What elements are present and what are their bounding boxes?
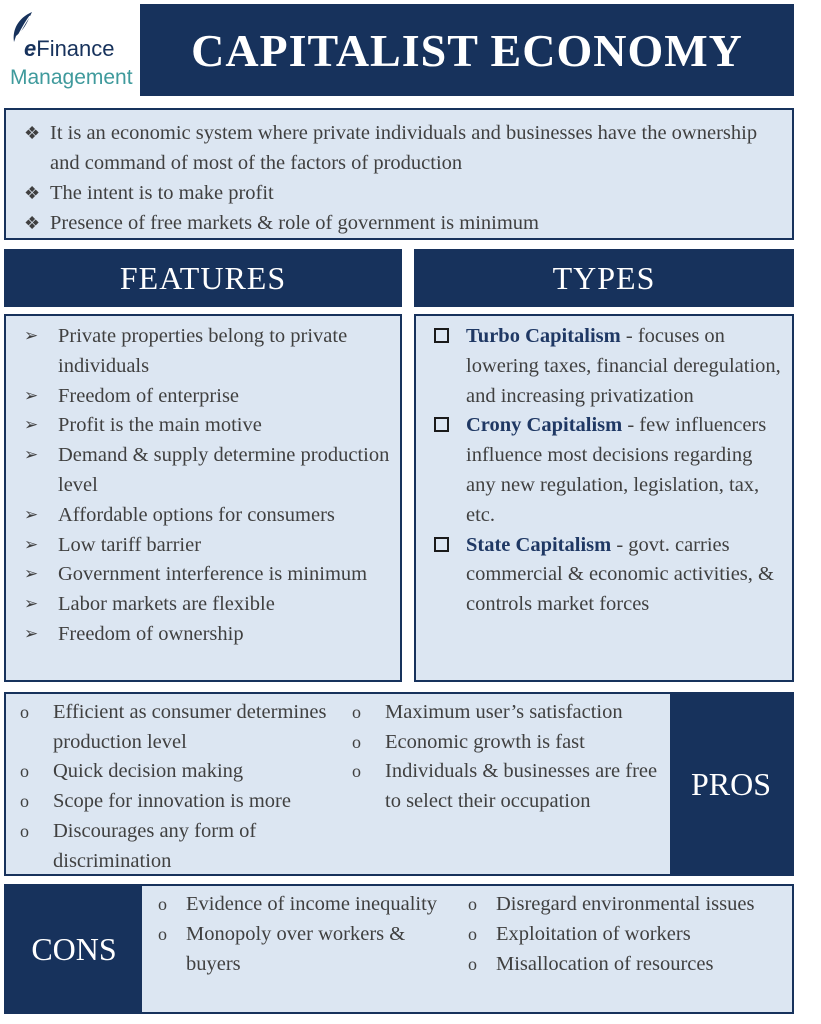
- circle-bullet-icon: o: [158, 923, 167, 944]
- circle-bullet-icon: o: [468, 894, 477, 914]
- types-heading: TYPES: [414, 249, 794, 307]
- pros-item: o Discourages any form of discrimination: [16, 817, 356, 876]
- type-item: [432, 531, 786, 620]
- intro-item: ❖ It is an economic system where private individuals and businesses have the ownership and command of most of the factors of production: [24, 118, 782, 178]
- circle-bullet-icon: o: [158, 894, 167, 914]
- type-desc: - few influencers influence most decisions regarding any new regulation, legislation, tax, etc.: [466, 414, 767, 526]
- feature-item: ➢ Government interference is minimum: [24, 560, 394, 590]
- circle-bullet-icon: o: [468, 953, 477, 974]
- diamond-bullet-icon: ❖: [24, 123, 41, 143]
- pros-label: PROS: [670, 694, 792, 874]
- cons-item: o Misallocation of resources: [468, 950, 788, 980]
- intro-panel: [4, 108, 794, 240]
- page-title: CAPITALIST ECONOMY: [191, 24, 743, 76]
- type-name: Crony Capitalism: [466, 414, 623, 437]
- circle-bullet-icon: o: [20, 702, 29, 722]
- type-item: [432, 322, 786, 411]
- pros-column-right: [348, 698, 668, 817]
- intro-list: [24, 118, 782, 238]
- type-name: State Capitalism: [466, 533, 612, 556]
- checkbox-bullet-icon: [434, 328, 449, 343]
- feature-item: ➢ Demand & supply determine production level: [24, 441, 394, 501]
- pros-item: o Efficient as consumer determines production level: [16, 698, 356, 757]
- cons-item: o Disregard environmental issues: [468, 890, 788, 920]
- pros-item: o Individuals & businesses are free to select their occupation: [348, 757, 668, 816]
- type-desc: - govt. carries commercial & economic activities, & controls market forces: [466, 533, 774, 616]
- circle-bullet-icon: o: [20, 761, 29, 782]
- arrow-bullet-icon: ➢: [24, 623, 39, 644]
- circle-bullet-icon: o: [352, 761, 361, 782]
- pros-item: o Maximum user’s satisfaction: [348, 698, 668, 728]
- pros-item: o Quick decision making: [16, 757, 356, 787]
- cons-label: CONS: [6, 886, 142, 1012]
- arrow-bullet-icon: ➢: [24, 504, 39, 525]
- arrow-bullet-icon: ➢: [24, 534, 39, 555]
- logo-line1: eFinance: [24, 36, 115, 61]
- cons-item: o Evidence of income inequality: [158, 890, 458, 920]
- feature-item: ➢ Private properties belong to private individuals: [24, 322, 394, 382]
- arrow-bullet-icon: ➢: [24, 564, 39, 585]
- checkbox-bullet-icon: [434, 417, 449, 432]
- types-panel: [414, 314, 794, 682]
- cons-column-right: [468, 890, 788, 979]
- cons-item: o Monopoly over workers & buyers: [158, 920, 458, 980]
- pros-item: o Scope for innovation is more: [16, 787, 356, 817]
- cons-item: o Exploitation of workers: [468, 920, 788, 950]
- arrow-bullet-icon: ➢: [24, 415, 39, 436]
- features-list: [24, 322, 394, 650]
- type-name: Turbo Capitalism: [466, 325, 621, 347]
- cons-column-left: [158, 890, 458, 979]
- intro-item: ❖ Presence of free markets & role of government is minimum: [24, 208, 782, 238]
- pros-item: o Economic growth is fast: [348, 728, 668, 758]
- arrow-bullet-icon: ➢: [24, 445, 39, 466]
- feature-item: ➢ Profit is the main motive: [24, 411, 394, 441]
- types-list: [432, 322, 786, 620]
- circle-bullet-icon: o: [20, 820, 29, 841]
- circle-bullet-icon: o: [352, 702, 361, 722]
- arrow-bullet-icon: ➢: [24, 385, 39, 406]
- features-panel: [4, 314, 402, 682]
- checkbox-bullet-icon: [434, 537, 449, 552]
- title-banner: [140, 4, 794, 96]
- feature-item: ➢ Affordable options for consumers: [24, 501, 394, 531]
- intro-item: ❖ The intent is to make profit: [24, 178, 782, 208]
- diamond-bullet-icon: ❖: [24, 183, 41, 203]
- circle-bullet-icon: o: [20, 791, 29, 812]
- feature-item: ➢ Freedom of enterprise: [24, 382, 394, 412]
- pros-panel: [4, 692, 794, 876]
- feature-item: ➢ Low tariff barrier: [24, 531, 394, 561]
- feature-item: ➢ Labor markets are flexible: [24, 590, 394, 620]
- logo-line2: Management: [10, 66, 133, 89]
- type-desc: - focuses on lowering taxes, financial deregulation, and increasing privatization: [466, 325, 781, 407]
- logo: [4, 6, 134, 98]
- diamond-bullet-icon: ❖: [24, 213, 41, 233]
- pros-content: [6, 694, 672, 874]
- features-heading: FEATURES: [4, 249, 402, 307]
- feature-item: ➢ Freedom of ownership: [24, 620, 394, 650]
- type-item: [432, 411, 786, 530]
- cons-panel: [4, 884, 794, 1014]
- arrow-bullet-icon: ➢: [24, 326, 39, 346]
- pros-column-left: [16, 698, 356, 876]
- circle-bullet-icon: o: [468, 923, 477, 944]
- circle-bullet-icon: o: [352, 731, 361, 752]
- arrow-bullet-icon: ➢: [24, 594, 39, 615]
